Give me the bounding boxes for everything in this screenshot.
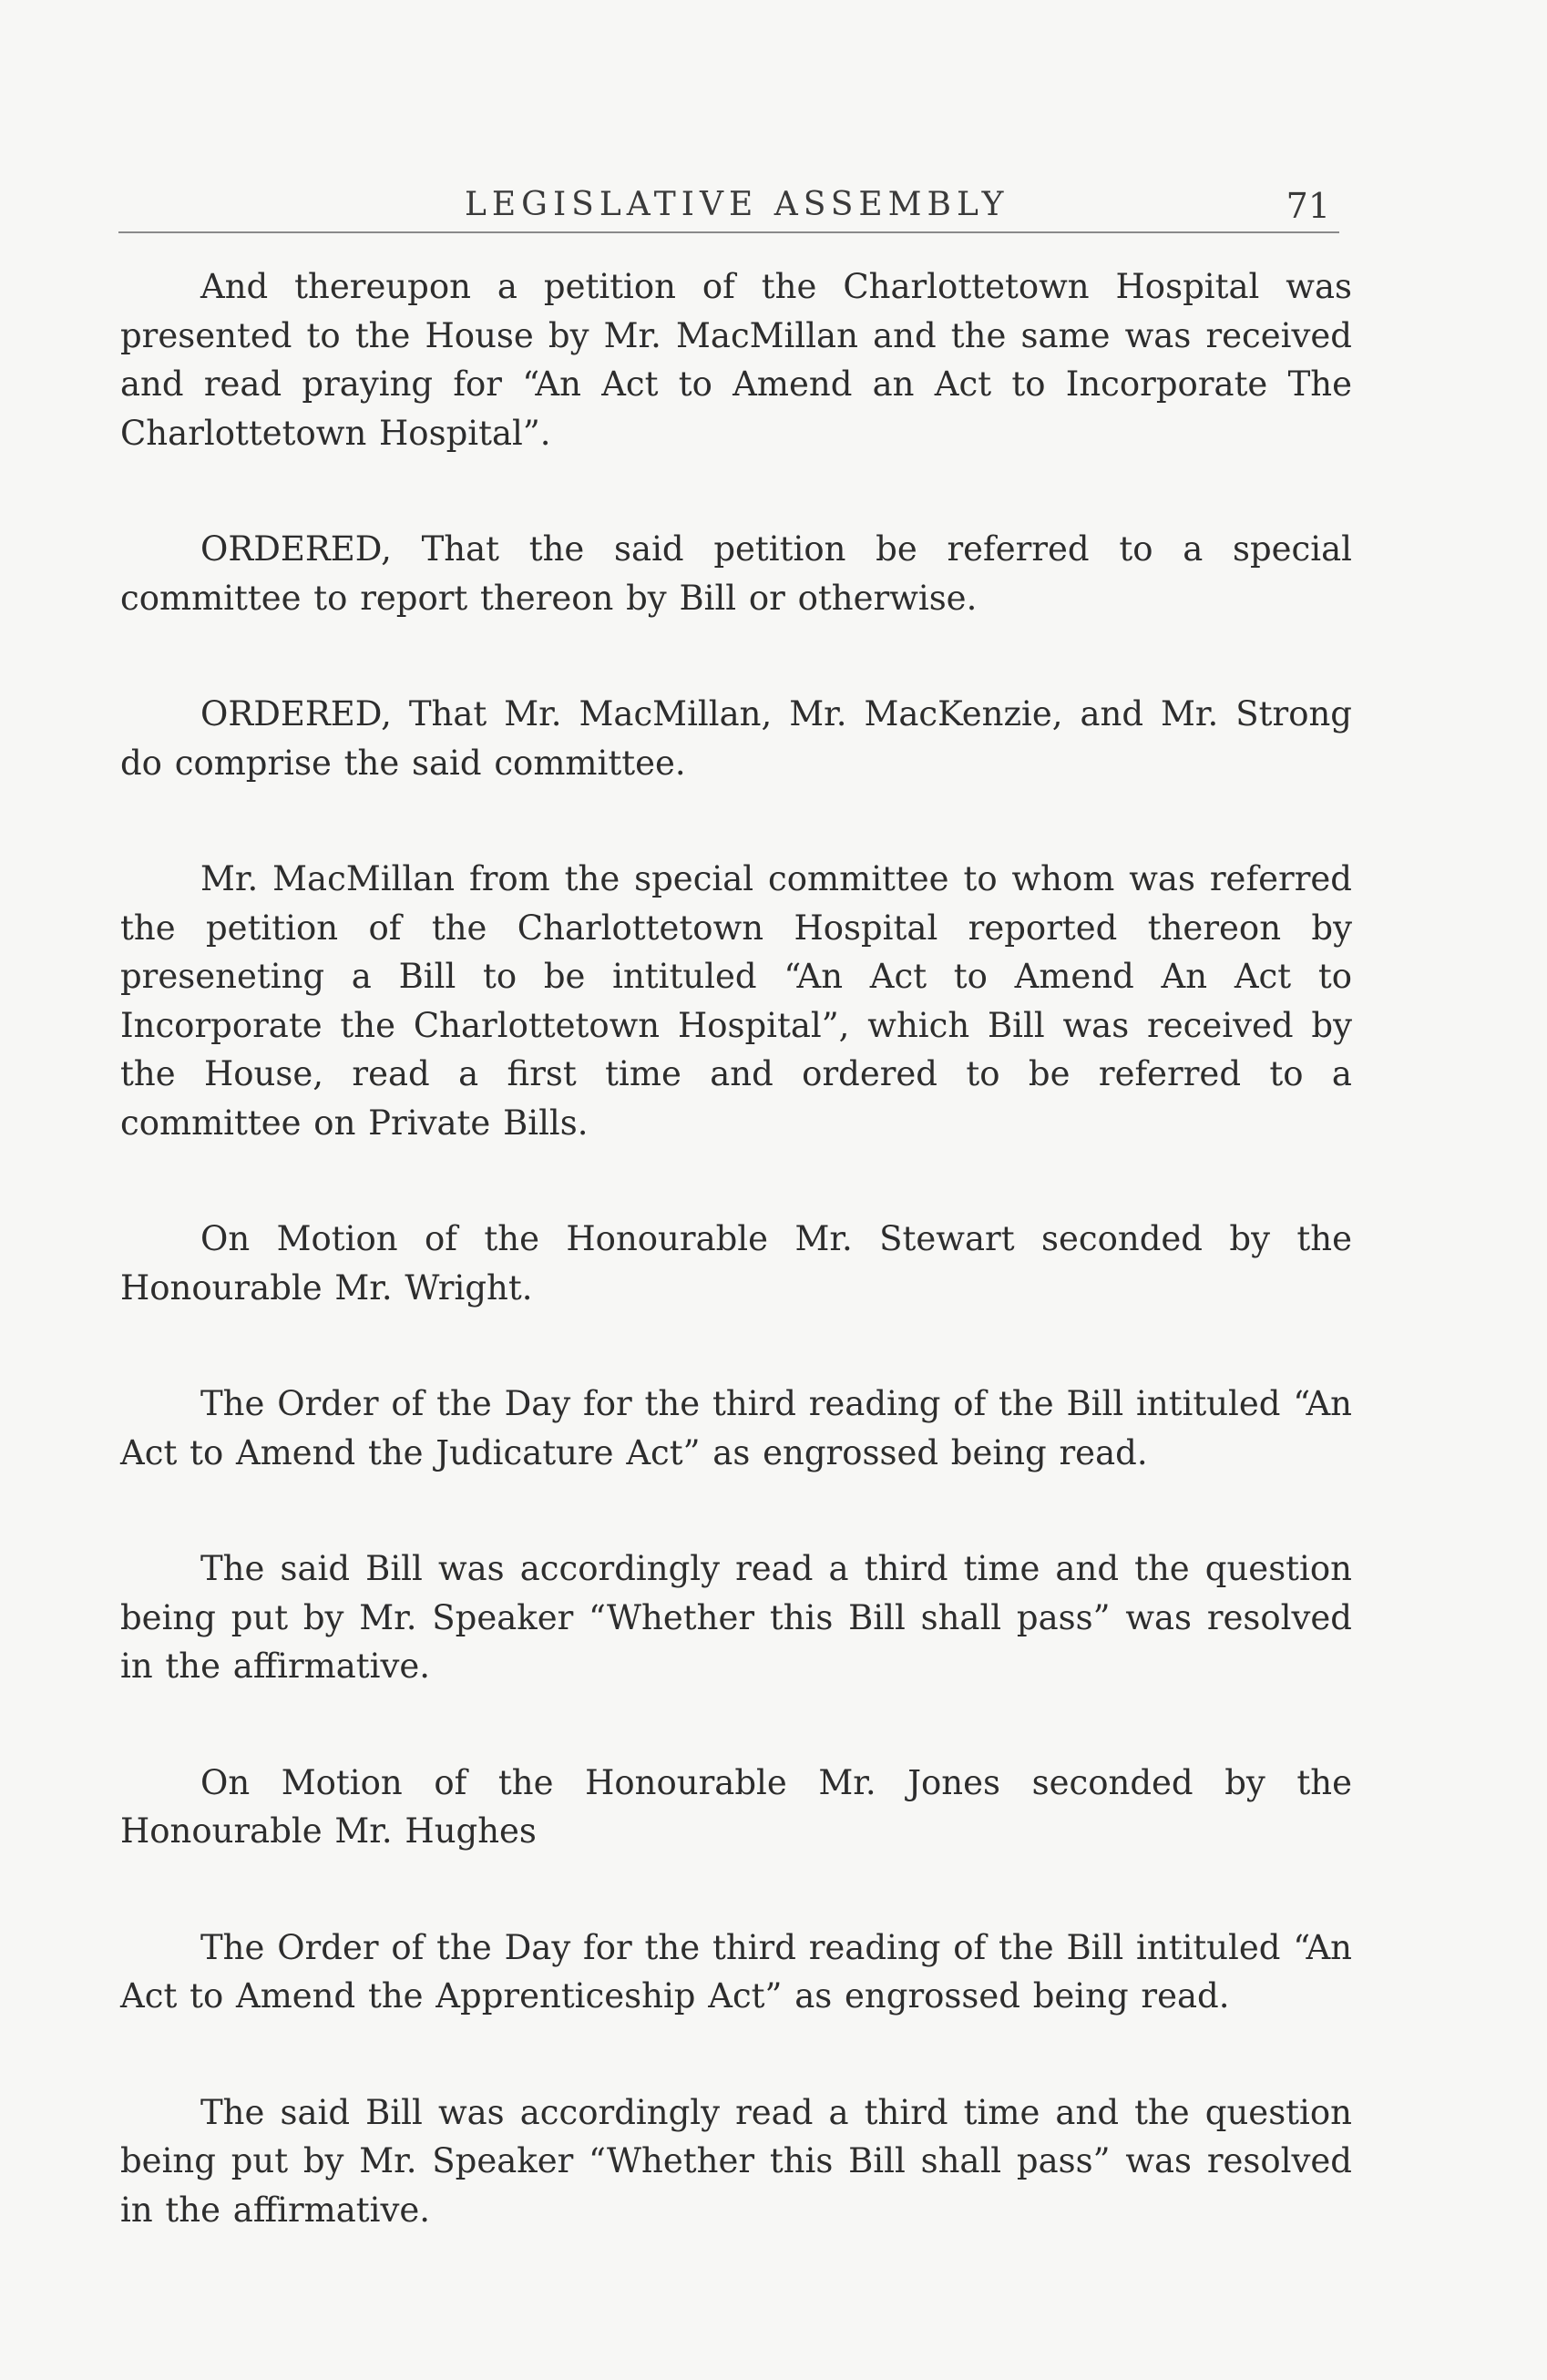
paragraph-judicature-order: The Order of the Day for the third reading of the Bill intituled “An Act to Amend the Judicature Act” as engrossed being read. [120,1384,1352,1472]
paragraph-committee-report: Mr. MacMillan from the special committee to whom was referred the petition of the Charlottetown Hospital reported thereon by preseneting a Bill to be intituled “An Act to Amend An Act to Incorporate the Charlottetown Hospital”, which Bill was received by the House, read a first time and ordered to be referred to a committee on Private Bills. [120,859,1352,1143]
running-title: LEGISLATIVE ASSEMBLY [465,186,1009,223]
paragraph-apprenticeship-order: The Order of the Day for the third reading of the Bill intituled “An Act to Amend the Apprenticeship Act” as engrossed being read. [120,1927,1352,2016]
paragraph-motion-stewart: On Motion of the Honourable Mr. Stewart seconded by the Honourable Mr. Wright. [120,1219,1352,1308]
page-header [118,179,1339,233]
paragraph-petition-presented: And thereupon a petition of the Charlottetown Hospital was presented to the House by Mr. MacMillan and the same was received and read praying for “An Act to Amend an Act to Incorporate The Charlottetown Hospital”. [120,267,1352,453]
paragraph-order-committee: ORDERED, That Mr. MacMillan, Mr. MacKenzie, and Mr. Strong do comprise the said committee. [120,694,1352,783]
paragraph-judicature-passed: The said Bill was accordingly read a third time and the question being put by Mr. Speaker “Whether this Bill shall pass” was resolved in the affirmative. [120,1549,1352,1686]
paragraph-apprenticeship-passed: The said Bill was accordingly read a third time and the question being put by Mr. Speaker “Whether this Bill shall pass” was resolved in the affirmative. [120,2092,1352,2230]
page-number: 71 [1286,186,1330,226]
page-body [120,262,1352,2234]
paragraph-motion-jones: On Motion of the Honourable Mr. Jones seconded by the Honourable Mr. Hughes [120,1762,1352,1851]
paragraph-order-referred: ORDERED, That the said petition be referred to a special committee to report thereon by Bill or otherwise. [120,529,1352,618]
